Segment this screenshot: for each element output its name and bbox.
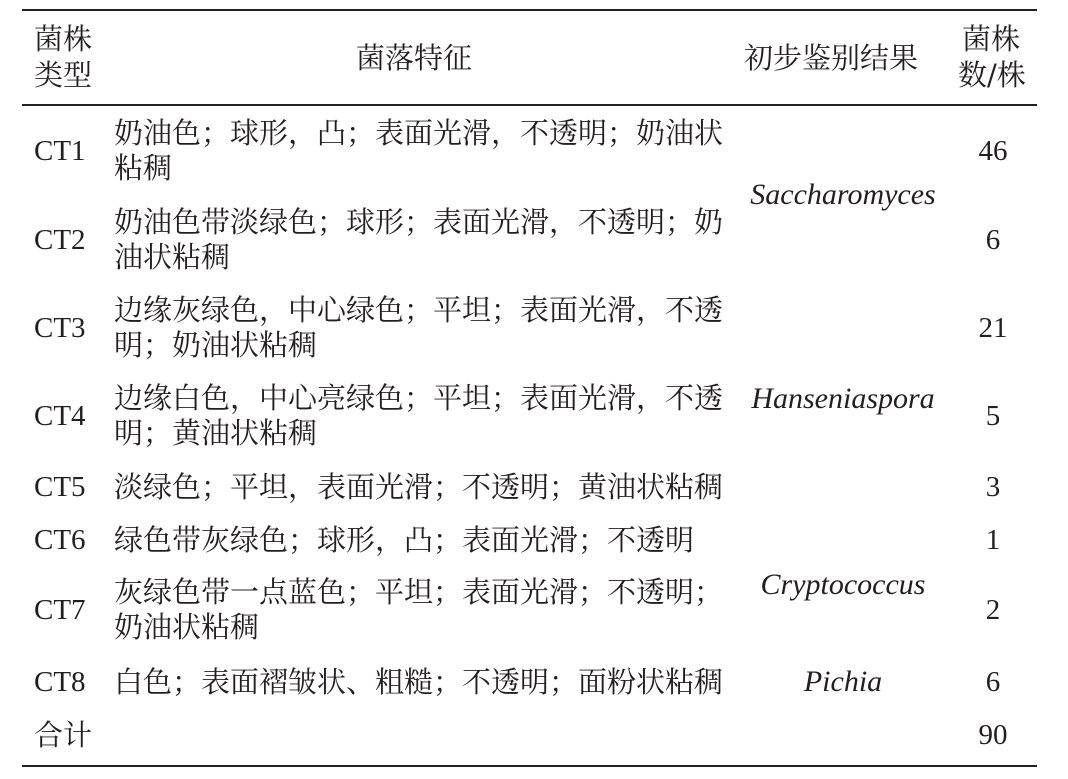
genus-hanseniaspora: Hanseniaspora bbox=[751, 382, 935, 415]
genus-saccharomyces: Saccharomyces bbox=[750, 178, 936, 211]
row-count: 1 bbox=[985, 524, 1001, 556]
row-type: CT6 bbox=[34, 524, 86, 556]
header-type-line1: 菌株 bbox=[34, 22, 93, 56]
row-count: 46 bbox=[978, 135, 1008, 167]
genus-cryptococcus: Cryptococcus bbox=[760, 568, 926, 601]
row-features-line1: 淡绿色；平坦，表面光滑；不透明；黄油状粘稠 bbox=[114, 470, 724, 504]
row-type: CT4 bbox=[34, 400, 86, 432]
genus-pichia: Pichia bbox=[803, 665, 883, 698]
row-features-line1: 白色；表面褶皱状、粗糙；不透明；面粉状粘稠 bbox=[114, 665, 724, 699]
row-features-line1: 奶油色；球形，凸；表面光滑，不透明；奶油状 bbox=[114, 116, 724, 150]
top-rule bbox=[22, 9, 1037, 11]
row-features-line1: 边缘灰绿色，中心绿色；平坦；表面光滑，不透 bbox=[114, 293, 724, 327]
header-type-line2: 类型 bbox=[34, 58, 93, 92]
row-count: 5 bbox=[985, 400, 1001, 432]
row-type: CT8 bbox=[34, 666, 86, 698]
row-count: 21 bbox=[978, 312, 1008, 344]
row-count: 6 bbox=[985, 666, 1001, 698]
row-type: CT2 bbox=[34, 224, 86, 256]
row-count: 6 bbox=[985, 224, 1001, 256]
row-features-line2: 奶油状粘稠 bbox=[114, 610, 260, 644]
row-features-line2: 粘稠 bbox=[114, 151, 173, 185]
header-count-line2: 数/株 bbox=[958, 58, 1026, 92]
bottom-rule bbox=[22, 765, 1037, 767]
header-identification: 初步鉴别结果 bbox=[744, 41, 919, 75]
row-features-line2: 明；黄油状粘稠 bbox=[114, 416, 318, 450]
header-rule bbox=[22, 104, 1037, 106]
total-count: 90 bbox=[978, 719, 1008, 751]
row-type: CT1 bbox=[34, 135, 86, 167]
row-type: CT5 bbox=[34, 471, 86, 503]
row-type: CT7 bbox=[34, 594, 86, 626]
header-count-line1: 菌株 bbox=[962, 22, 1021, 56]
row-count: 3 bbox=[985, 471, 1001, 503]
row-features-line1: 绿色带灰绿色；球形，凸；表面光滑；不透明 bbox=[114, 523, 695, 557]
header-features: 菌落特征 bbox=[356, 41, 473, 75]
row-features-line2: 明；奶油状粘稠 bbox=[114, 328, 318, 362]
row-type: CT3 bbox=[34, 312, 86, 344]
row-features-line1: 奶油色带淡绿色；球形；表面光滑，不透明；奶 bbox=[114, 205, 724, 239]
row-features-line1: 边缘白色，中心亮绿色；平坦；表面光滑，不透 bbox=[114, 381, 724, 415]
row-count: 2 bbox=[985, 594, 1001, 626]
row-features-line1: 灰绿色带一点蓝色；平坦；表面光滑；不透明； bbox=[114, 575, 724, 609]
total-label: 合计 bbox=[34, 718, 93, 752]
row-features-line2: 油状粘稠 bbox=[114, 240, 231, 274]
